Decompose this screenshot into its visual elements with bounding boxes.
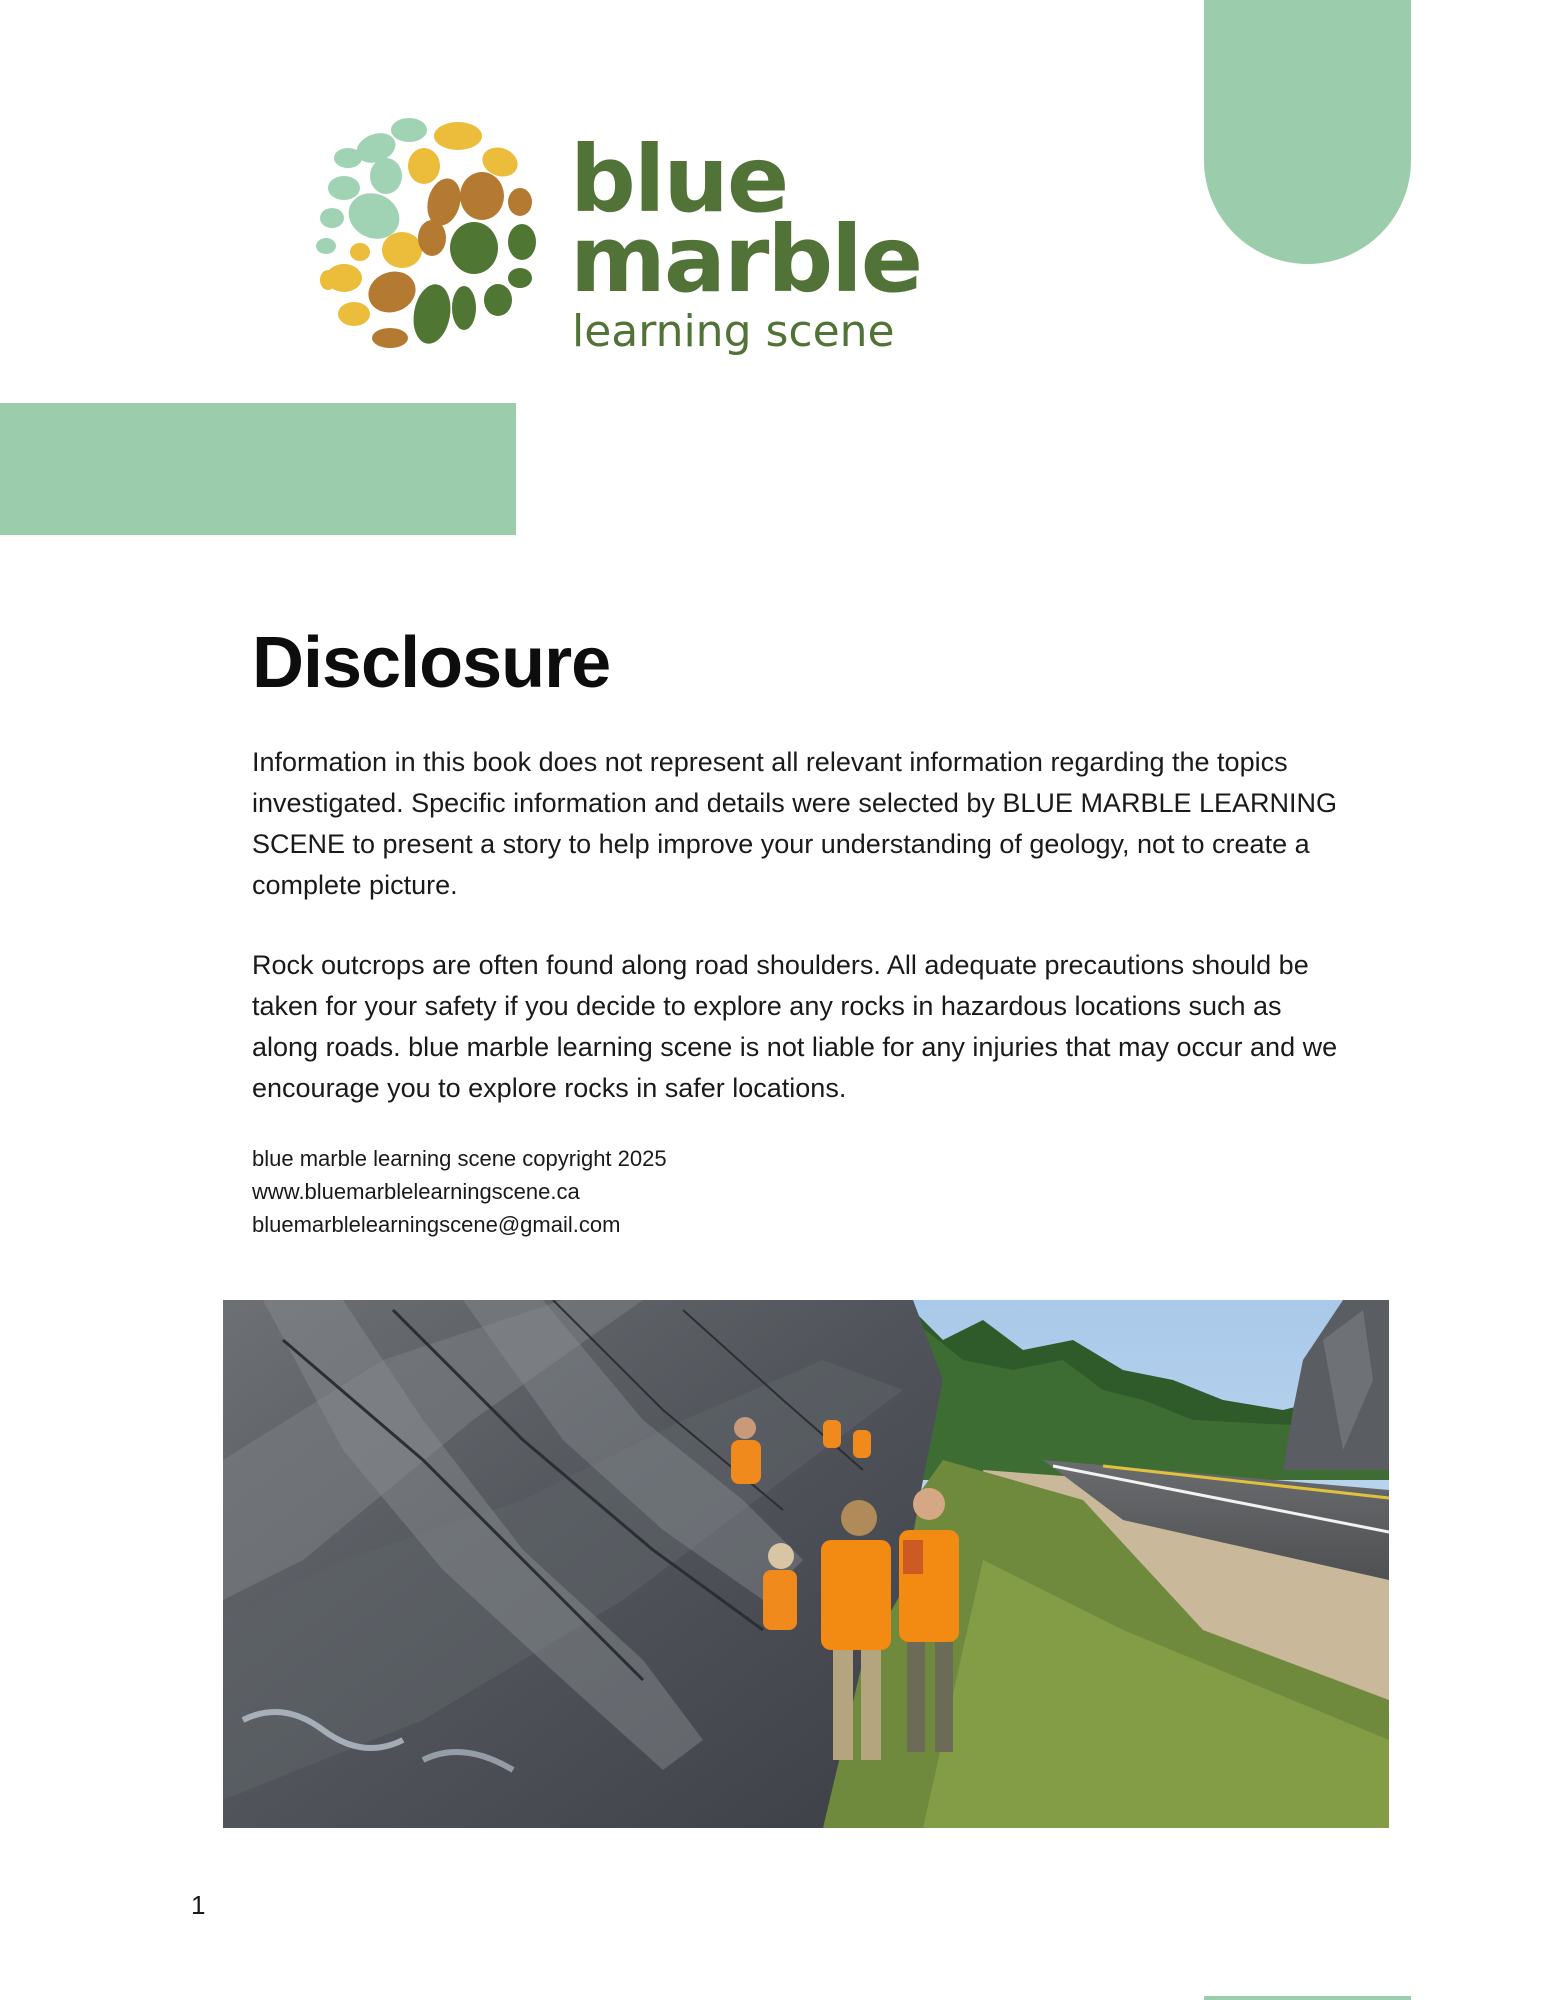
contact-info [252, 1142, 667, 1241]
brand-logo [314, 118, 954, 378]
logo-tagline: learning scene [572, 306, 895, 357]
decorative-band-left [0, 403, 516, 535]
page-number: 1 [191, 1890, 206, 1920]
decorative-tab-top-right [1204, 0, 1411, 264]
website-link[interactable]: www.bluemarblelearningscene.ca [252, 1179, 580, 1204]
logo-word-marble: marble [570, 206, 922, 313]
email-link[interactable]: bluemarblelearningscene@gmail.com [252, 1212, 621, 1237]
page-title: Disclosure [252, 623, 611, 703]
decorative-bottom-line [1204, 1996, 1411, 2000]
logo-word-blue: blue [570, 126, 788, 233]
field-trip-photo [223, 1300, 1389, 1828]
copyright-text: blue marble learning scene copyright 2025 [252, 1146, 667, 1171]
disclosure-paragraph-1: Information in this book does not represent all relevant information regarding the topics investigated. Specific information and details were selected by BLUE MARBLE LEARNING SCENE to present a story to help improve your understanding of geology, not to create a complete picture. [252, 747, 1338, 900]
pebble-mosaic-icon [314, 118, 540, 348]
disclosure-paragraph-2: Rock outcrops are often found along road shoulders. All adequate precautions should be taken for your safety if you decide to explore any rocks in hazardous locations such as along roads. blue marble learning scene is not liable for any injuries that may occur and we encourage you to explore rocks in safer locations. [252, 950, 1338, 1103]
